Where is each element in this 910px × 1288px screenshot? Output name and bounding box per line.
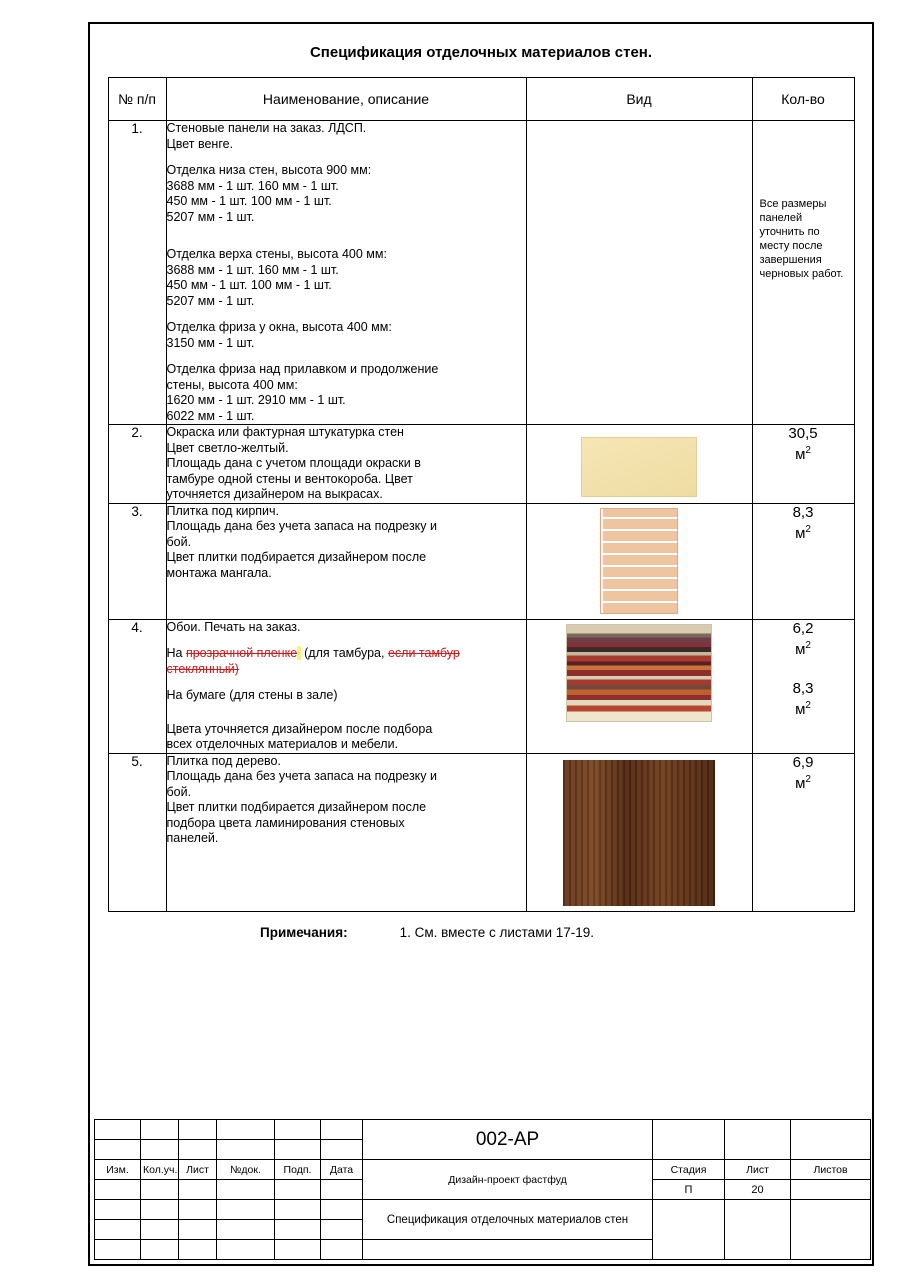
row-number: 3. — [108, 503, 166, 619]
row-view — [526, 503, 752, 619]
stamp-cell — [179, 1120, 217, 1140]
quantity-unit: $м^2$ — [795, 523, 811, 542]
desc-line: Цвет плитки подбирается дизайнером после — [166, 800, 427, 814]
stamp-cell — [179, 1140, 217, 1160]
strikethrough-text: стеклянный) — [166, 661, 239, 676]
row-description — [166, 753, 526, 911]
row-number: 4. — [108, 619, 166, 753]
stamp-col-podp: Подп. — [275, 1160, 321, 1180]
desc-line: всех отделочных материалов и мебели. — [166, 737, 399, 751]
quantity-unit: $м^2$ — [795, 445, 811, 463]
desc-line: 450 мм - 1 шт. 100 мм - 1 шт. — [166, 278, 332, 292]
stamp-col-list: Лист — [179, 1160, 217, 1180]
row-description — [166, 425, 526, 504]
stamp-col-numdoc: №док. — [217, 1160, 275, 1180]
stamp-cell — [725, 1120, 791, 1160]
stamp-col-izm: Изм. — [95, 1160, 141, 1180]
stamp-row — [95, 1200, 871, 1220]
quantity-value: 6,2 — [792, 619, 814, 637]
stamp-cell — [95, 1120, 141, 1140]
row-quantity — [752, 503, 854, 619]
stamp-cell — [95, 1140, 141, 1160]
project-name: Дизайн-проект фастфуд — [363, 1160, 653, 1200]
stamp-stage-label: Стадия — [653, 1160, 725, 1180]
wenge-panel-swatch — [552, 165, 726, 341]
desc-line: бой. — [166, 534, 192, 549]
stamp-cell — [725, 1200, 791, 1260]
quantity-value: 30,5 — [788, 425, 818, 442]
row-description — [166, 619, 526, 753]
stamp-cell — [179, 1180, 217, 1200]
desc-line: Отделка верха стены, высота 400 мм: — [166, 247, 387, 261]
table-row — [108, 121, 854, 425]
quantity-unit: $м^2$ — [795, 773, 811, 792]
stamp-cell — [141, 1220, 179, 1240]
stamp-cell — [321, 1180, 363, 1200]
stamp-cell — [275, 1120, 321, 1140]
page-title: Спецификация отделочных материалов стен. — [309, 44, 653, 61]
table-header-row — [108, 78, 854, 121]
desc-line: Цвет венге. — [166, 136, 234, 151]
row-view — [526, 121, 752, 425]
row-quantity — [752, 425, 854, 504]
stamp-cell — [141, 1180, 179, 1200]
desc-line: стены, высота 400 мм: — [166, 377, 298, 392]
desc-line: Площадь дана без учета запаса на подрезку и — [166, 519, 437, 533]
stamp-cell — [321, 1120, 363, 1140]
header-quantity: Кол-во — [752, 78, 854, 121]
stamp-cell — [179, 1220, 217, 1240]
stamp-cell — [321, 1240, 363, 1260]
quantity-value: 8,3 — [792, 503, 814, 521]
desc-line: Цвет светло-желтый. — [166, 440, 289, 455]
row-number: 5. — [108, 753, 166, 911]
quantity-value: 6,9 — [792, 753, 814, 771]
desc-line: Плитка под дерево. — [166, 753, 281, 768]
sheet-title: Спецификация отделочных материалов стен — [363, 1200, 653, 1240]
document-code: 002-АР — [363, 1120, 653, 1160]
stamp-sheet-value: 20 — [725, 1180, 791, 1200]
strikethrough-text: если тамбур — [387, 646, 460, 660]
stamp-cell — [275, 1240, 321, 1260]
striped-wallpaper-swatch — [566, 624, 712, 722]
stamp-cell — [217, 1220, 275, 1240]
stamp-cell — [179, 1200, 217, 1220]
stamp-cell — [275, 1200, 321, 1220]
desc-line: уточняется дизайнером на выкрасах. — [166, 487, 383, 501]
stamp-cell — [275, 1180, 321, 1200]
stamp-cell — [321, 1220, 363, 1240]
desc-line: Площадь дана с учетом площади окраски в — [166, 456, 421, 470]
stamp-cell — [217, 1240, 275, 1260]
stamp-cell — [217, 1200, 275, 1220]
stamp-cell — [141, 1120, 179, 1140]
desc-line: 1620 мм - 1 шт. 2910 мм - 1 шт. — [166, 393, 346, 407]
stamp-cell — [217, 1140, 275, 1160]
desc-line: 3150 мм - 1 шт. — [166, 335, 255, 350]
stamp-cell — [217, 1120, 275, 1140]
row-description — [166, 121, 526, 425]
title-block — [94, 1119, 871, 1260]
stamp-cell — [95, 1180, 141, 1200]
stamp-cell — [141, 1140, 179, 1160]
stamp-sheets-value — [791, 1180, 871, 1200]
stamp-cell — [363, 1240, 653, 1260]
desc-line: 3688 мм - 1 шт. 160 мм - 1 шт. — [166, 262, 339, 277]
stamp-col-koluch: Кол.уч. — [141, 1160, 179, 1180]
strikethrough-text: прозрачной пленке — [185, 646, 298, 660]
specification-table — [108, 77, 855, 912]
desc-line: Отделка фриза у окна, высота 400 мм: — [166, 320, 392, 334]
table-row — [108, 753, 854, 911]
stamp-cell — [141, 1200, 179, 1220]
notes-block — [90, 925, 872, 940]
stamp-cell — [95, 1220, 141, 1240]
row-number: 1. — [108, 121, 166, 425]
stamp-row — [95, 1120, 871, 1140]
wood-tile-swatch — [563, 760, 715, 906]
desc-line: Отделка низа стен, высота 900 мм: — [166, 163, 372, 177]
drawing-sheet — [88, 22, 874, 1266]
stamp-cell — [653, 1200, 725, 1260]
desc-line-edited: На прозрачной пленке (для тамбура, если тамбур — [166, 646, 460, 660]
notes-label: Примечания: — [260, 924, 348, 940]
row-view — [526, 753, 752, 911]
row-quantity — [752, 619, 854, 753]
desc-line: Цвета уточняется дизайнером после подбора — [166, 721, 433, 736]
stamp-cell — [217, 1180, 275, 1200]
desc-line: 3688 мм - 1 шт. 160 мм - 1 шт. — [166, 178, 339, 193]
stamp-cell — [321, 1200, 363, 1220]
desc-line: На бумаге (для стены в зале) — [166, 688, 338, 702]
row-quantity — [752, 753, 854, 911]
row-view — [526, 425, 752, 504]
desc-line: монтажа мангала. — [166, 565, 272, 580]
desc-line: 6022 мм - 1 шт. — [166, 408, 255, 423]
quantity-unit-secondary: $м^2$ — [795, 699, 811, 718]
quantity-value-secondary: 8,3 — [792, 679, 814, 697]
header-number: № п/п — [108, 78, 166, 121]
desc-line: Окраска или фактурная штукатурка стен — [166, 425, 404, 439]
desc-line: Обои. Печать на заказ. — [166, 619, 301, 634]
header-description: Наименование, описание — [166, 78, 526, 121]
row-quantity-note: Все размеры панелей уточнить по месту после завершения черновых работ. — [752, 121, 854, 425]
light-yellow-paint-swatch — [581, 437, 697, 497]
desc-line: бой. — [166, 784, 192, 799]
stamp-cell — [653, 1120, 725, 1160]
stamp-cell — [321, 1140, 363, 1160]
stamp-cell — [275, 1140, 321, 1160]
desc-line: 5207 мм - 1 шт. — [166, 209, 255, 224]
stamp-cell — [95, 1240, 141, 1260]
row-number: 2. — [108, 425, 166, 504]
desc-line: Цвет плитки подбирается дизайнером после — [166, 550, 427, 564]
stamp-cell — [791, 1200, 871, 1260]
desc-line: Отделка фриза над прилавком и продолжение — [166, 362, 439, 376]
desc-line: панелей. — [166, 831, 219, 845]
stamp-sheets-label: Листов — [791, 1160, 871, 1180]
desc-line: тамбуре одной стены и вентокороба. Цвет — [166, 471, 413, 486]
desc-line: Стеновые панели на заказ. ЛДСП. — [166, 121, 367, 135]
quantity-unit: $м^2$ — [795, 639, 811, 658]
stamp-col-data: Дата — [321, 1160, 363, 1180]
stamp-cell — [275, 1220, 321, 1240]
desc-line: Площадь дана без учета запаса на подрезку и — [166, 769, 437, 783]
row-view — [526, 619, 752, 753]
stamp-stage-value: П — [653, 1180, 725, 1200]
notes-text: 1. См. вместе с листами 17-19. — [399, 924, 595, 940]
desc-line: 450 мм - 1 шт. 100 мм - 1 шт. — [166, 194, 332, 208]
table-row — [108, 619, 854, 753]
brick-tile-swatch — [600, 508, 678, 614]
header-view: Вид — [526, 78, 752, 121]
stamp-cell — [791, 1120, 871, 1160]
desc-line: Плитка под кирпич. — [166, 503, 280, 518]
desc-line: 5207 мм - 1 шт. — [166, 293, 255, 308]
stamp-cell — [179, 1240, 217, 1260]
desc-line: подбора цвета ламинирования стеновых — [166, 815, 405, 830]
table-row — [108, 503, 854, 619]
table-row — [108, 425, 854, 504]
stamp-revision-header-row — [95, 1160, 871, 1180]
row-description — [166, 503, 526, 619]
stamp-cell — [95, 1200, 141, 1220]
stamp-sheet-label: Лист — [725, 1160, 791, 1180]
stamp-cell — [141, 1240, 179, 1260]
